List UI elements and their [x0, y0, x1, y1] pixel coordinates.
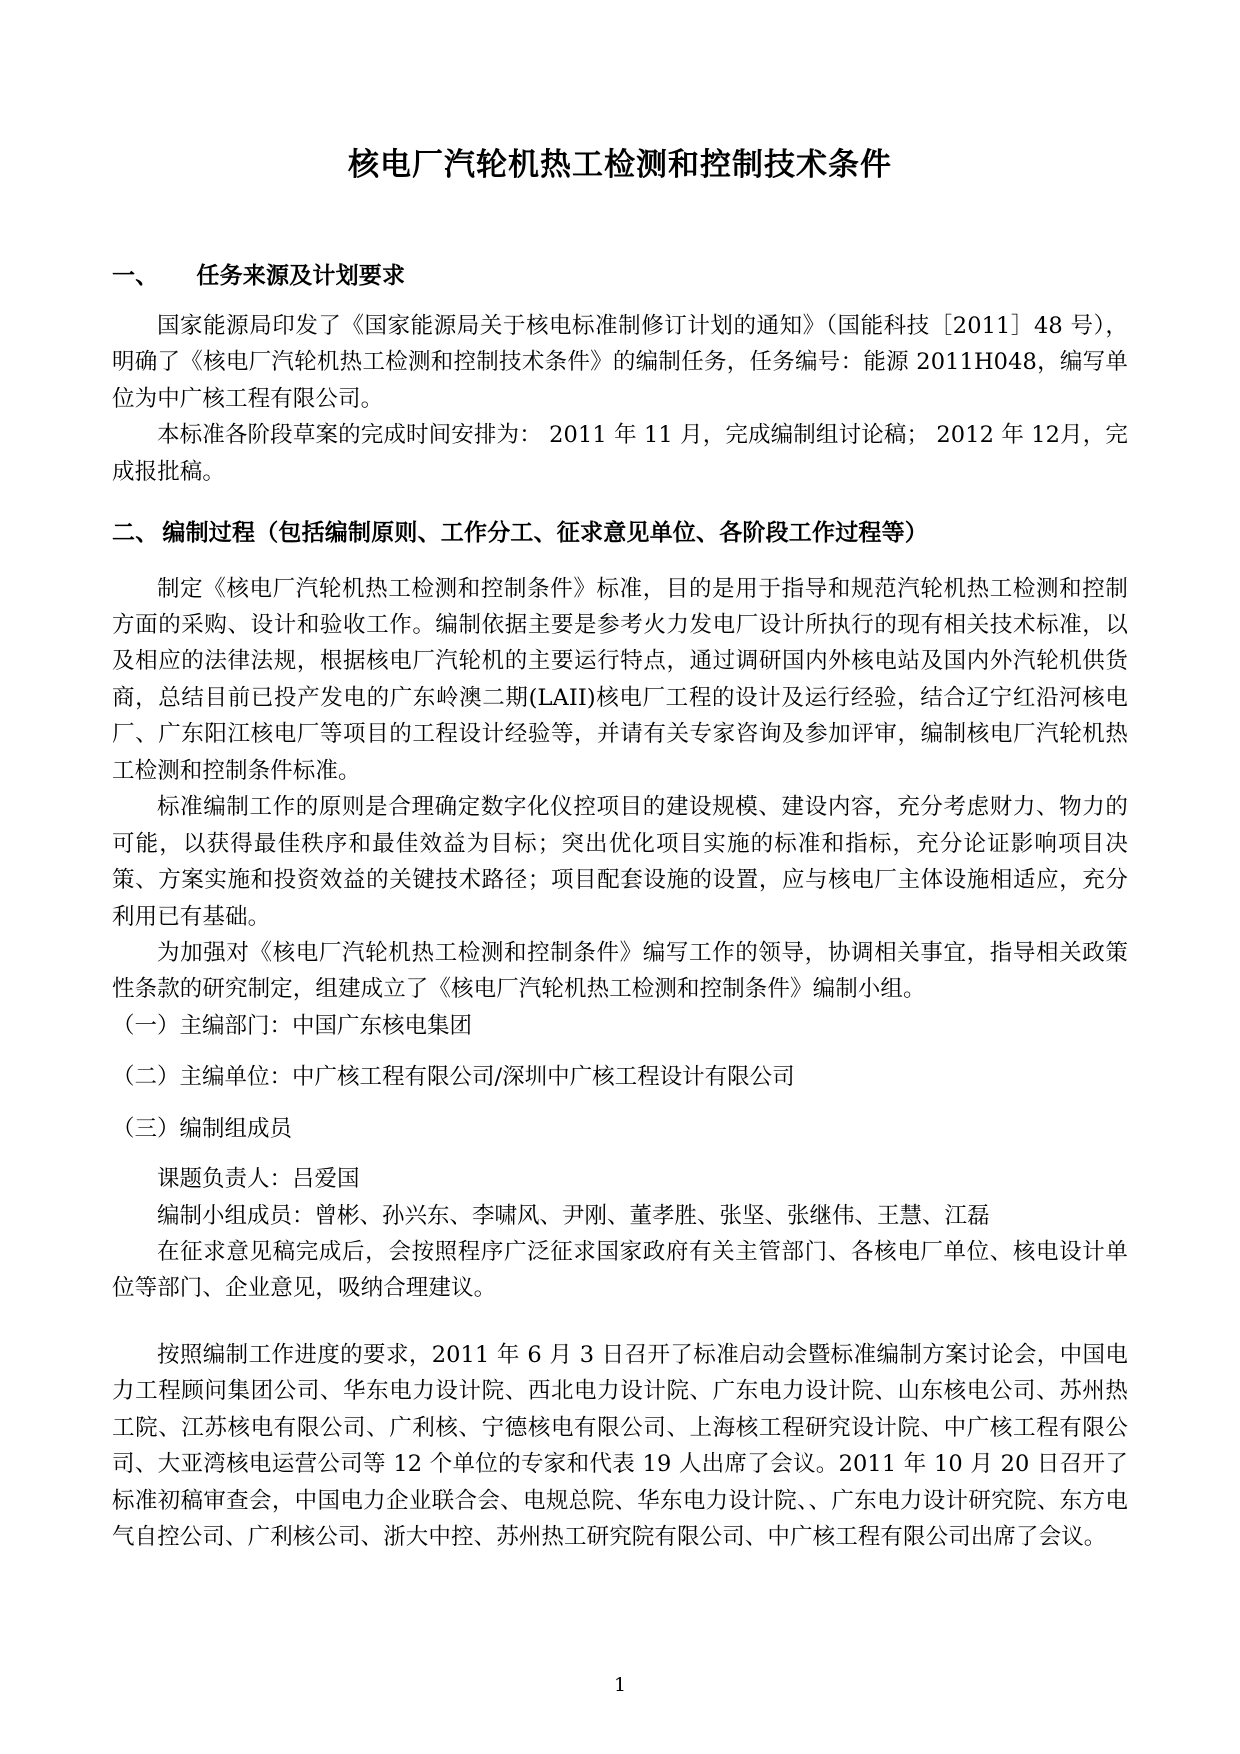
- sub-item-project-leader: 课题负责人：吕爱国: [157, 1166, 360, 1193]
- section-heading-one: [112, 259, 1128, 294]
- section-one-number: 一、: [112, 263, 159, 290]
- section-two-number: 二、: [112, 520, 159, 547]
- list-spacer: [112, 1147, 1128, 1161]
- paragraph-spacer: [112, 1307, 1128, 1337]
- title-spacer: [112, 187, 1128, 259]
- section-one-paragraph-2: 本标准各阶段草案的完成时间安排为： 2011 年 11 月，完成编制组讨论稿； 2012 年 12月，完成报批稿。: [112, 422, 1128, 485]
- section-two-paragraph-2: 标准编制工作的原则是合理确定数字化仪控项目的建设规模、建设内容，充分考虑财力、物力的可能，以获得最佳秩序和最佳效益为目标；突出优化项目实施的标准和指标，充分论证影响项目决策、方案实施和投资效益的关键技术路径；项目配套设施的设置，应与核电厂主体设施相适应，充分利用已有基础。: [112, 794, 1128, 930]
- list-item-main-unit: （二）主编单位：中广核工程有限公司/深圳中广核工程设计有限公司: [112, 1064, 795, 1091]
- section-two-trailing-paragraph-1: 在征求意见稿完成后，会按照程序广泛征求国家政府有关主管部门、各核电厂单位、核电设计单位等部门、企业意见，吸纳合理建议。: [112, 1239, 1128, 1302]
- list-item-drafting-members: （三）编制组成员: [112, 1115, 293, 1142]
- section-heading-two: [112, 516, 1128, 551]
- section-one-paragraph-1: 国家能源局印发了《国家能源局关于核电标准制修订计划的通知》（国能科技［2011］48 号），明确了《核电厂汽轮机热工检测和控制技术条件》的编制任务，任务编号：能源 2011H048，编写单位为中广核工程有限公司。: [112, 312, 1128, 412]
- sub-item-group-members: 编制小组成员：曾彬、孙兴东、李啸风、尹刚、董孝胜、张坚、张继伟、王慧、江磊: [157, 1202, 990, 1229]
- document-title: 核电厂汽轮机热工检测和控制技术条件: [348, 147, 892, 183]
- section-two-paragraph-3: 为加强对《核电厂汽轮机热工检测和控制条件》编写工作的领导，协调相关事宜，指导相关政策性条款的研究制定，组建成立了《核电厂汽轮机热工检测和控制条件》编制小组。: [112, 939, 1128, 1003]
- section-one-label: 任务来源及计划要求: [196, 263, 406, 290]
- page-number: 1: [613, 1674, 627, 1696]
- section-two-paragraph-1: 制定《核电厂汽轮机热工检测和控制条件》标准，目的是用于指导和规范汽轮机热工检测和控制方面的采购、设计和验收工作。编制依据主要是参考火力发电厂设计所执行的现有相关技术标准，以及相应的法律法规，根据核电厂汽轮机的主要运行特点，通过调研国内外核电站及国内外汽轮机供货商，总结目前已投产发电的广东岭澳二期(LAII)核电厂工程的设计及运行经验，结合辽宁红沿河核电厂、广东阳江核电厂等项目的工程设计经验等，并请有关专家咨询及参加评审，编制核电厂汽轮机热工检测和控制条件标准。: [112, 575, 1128, 784]
- section-two-trailing-paragraph-2: 按照编制工作进度的要求，2011 年 6 月 3 日召开了标准启动会暨标准编制方案讨论会，中国电力工程顾问集团公司、华东电力设计院、西北电力设计院、广东电力设计院、山东核电公司、苏州热工院、江苏核电有限公司、广利核、宁德核电有限公司、上海核工程研究设计院、中广核工程有限公司、大亚湾核电运营公司等 12 个单位的专家和代表 19 人出席了会议。2011 年 10 月 20 日召开了标准初稿审查会，中国电力企业联合会、电规总院、华东电力设计院、、广东电力设计研究院、东方电气自控公司、广利核公司、浙大中控、苏州热工研究院有限公司、中广核工程有限公司出席了会议。: [112, 1341, 1128, 1551]
- list-item-main-department: （一）主编部门：中国广东核电集团: [112, 1012, 473, 1039]
- section-two-label: 编制过程（包括编制原则、工作分工、征求意见单位、各阶段工作过程等）: [162, 520, 929, 547]
